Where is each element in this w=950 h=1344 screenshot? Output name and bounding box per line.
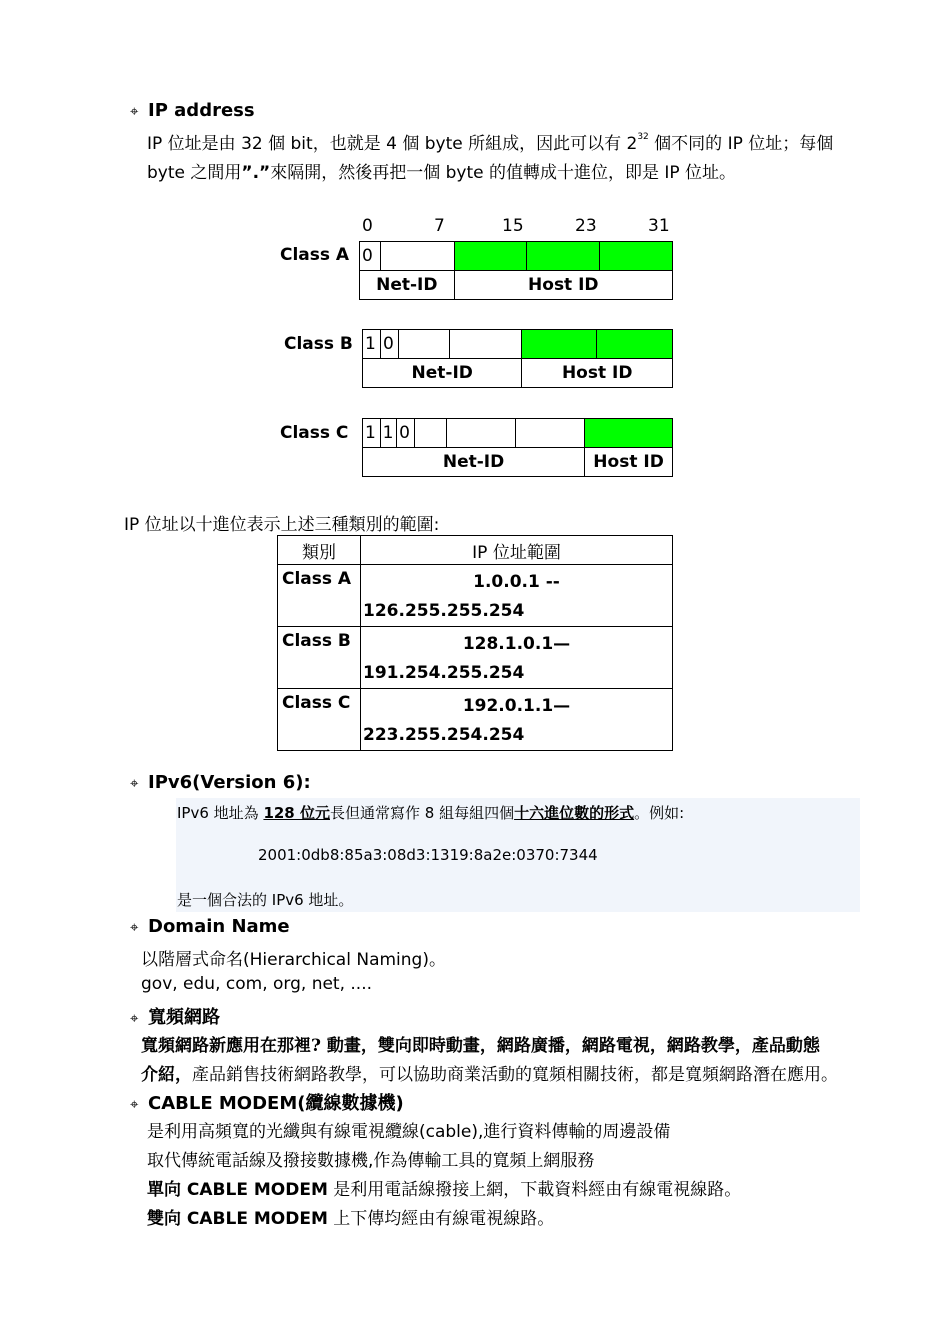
cable-line4 xyxy=(147,1204,554,1229)
range-end: 126.255.255.254 xyxy=(363,601,525,621)
bit-cell: 0 xyxy=(360,242,381,271)
bullet-icon: ⌖ xyxy=(130,918,139,936)
broadband-line1: 寬頻網路新應用在那裡? 動畫，雙向即時動畫，網路廣播，網路電視，網路教學，產品動態 xyxy=(141,1036,820,1056)
table-row xyxy=(278,565,673,627)
domain-line2: gov, edu, com, org, net, .... xyxy=(141,974,373,994)
domain-line1: 以階層式命名(Hierarchical Naming)。 xyxy=(141,950,446,970)
net-cell xyxy=(381,242,454,271)
bullet-icon: ⌖ xyxy=(130,1009,139,1027)
domain-heading: Domain Name xyxy=(148,916,290,937)
host-cell xyxy=(597,330,673,359)
bit-cell: 1 xyxy=(380,419,397,448)
bit-cell: 0 xyxy=(380,330,398,359)
ip-text: byte 之間用 xyxy=(147,163,242,183)
ipv6-legal: 是一個合法的 IPv6 地址。 xyxy=(177,891,354,909)
cable-section-heading xyxy=(130,1089,404,1115)
header-range: IP 位址範圍 xyxy=(361,536,673,565)
host-cell xyxy=(585,419,673,448)
bullet-icon: ⌖ xyxy=(130,102,139,120)
cable-twoway-label: 雙向 CABLE MODEM xyxy=(147,1209,328,1229)
host-cell xyxy=(454,242,526,271)
domain-section-heading xyxy=(130,916,290,937)
broadband-text-bold: 介紹， xyxy=(141,1065,192,1085)
host-id-label: Host ID xyxy=(585,448,673,477)
header-class: 類別 xyxy=(278,536,361,565)
ipv6-hex-link[interactable]: 十六進位數的形式 xyxy=(514,804,635,822)
ip-text: IP 位址是由 32 個 bit，也就是 4 個 byte 所組成，因此可以有 2 xyxy=(147,134,638,154)
class-c-label: Class C xyxy=(280,423,349,443)
net-cell xyxy=(398,330,449,359)
net-id-label: Net-ID xyxy=(363,359,522,388)
ipv6-text: IPv6 地址為 xyxy=(177,804,264,822)
host-cell xyxy=(599,242,673,271)
tick-label: 23 xyxy=(575,216,597,236)
class-b-diagram xyxy=(362,329,673,388)
net-cell xyxy=(449,330,522,359)
bit-cell: 0 xyxy=(397,419,415,448)
broadband-line2 xyxy=(141,1060,838,1085)
ipv6-description xyxy=(177,802,684,823)
host-cell xyxy=(527,242,599,271)
class-a-label: Class A xyxy=(280,245,350,265)
ip-paragraph-line1 xyxy=(147,129,833,154)
row-class: Class A xyxy=(278,565,361,627)
cable-line1: 是利用高頻寬的光纖與有線電視纜線(cable),進行資料傳輸的周邊設備 xyxy=(147,1122,671,1142)
net-cell xyxy=(515,419,584,448)
bit-cell: 1 xyxy=(363,330,381,359)
host-id-label: Host ID xyxy=(454,271,672,300)
ip-text: 個不同的 IP 位址；每個 xyxy=(648,134,834,154)
row-range xyxy=(361,689,673,751)
row-class: Class C xyxy=(278,689,361,751)
tick-label: 15 xyxy=(502,216,524,236)
ipv6-text: 長但通常寫作 8 組每組四個 xyxy=(329,804,515,822)
row-range xyxy=(361,627,673,689)
ip-quote: ”.” xyxy=(241,163,271,183)
range-intro: IP 位址以十進位表示上述三種類別的範圍: xyxy=(124,515,440,535)
broadband-text: 產品銷售技術網路教學，可以協助商業活動的寬頻相關技術，都是寬頻網路潛在應用。 xyxy=(192,1065,838,1085)
range-start: 128.1.0.1— xyxy=(462,634,571,654)
cable-line2: 取代傳統電話線及撥接數據機,作為傳輸工具的寬頻上網服務 xyxy=(147,1151,595,1171)
range-end: 191.254.255.254 xyxy=(363,663,525,683)
broadband-heading: 寬頻網路 xyxy=(148,1007,220,1028)
host-id-label: Host ID xyxy=(522,359,673,388)
ip-paragraph-line2 xyxy=(147,158,736,183)
class-c-diagram xyxy=(362,418,673,477)
ipv6-text: 。例如: xyxy=(634,804,685,822)
range-start: 192.0.1.1— xyxy=(462,696,571,716)
table-row xyxy=(278,689,673,751)
cable-heading: CABLE MODEM(纜線數據機) xyxy=(148,1093,404,1114)
ip-text: 來隔開，然後再把一個 byte 的值轉成十進位，即是 IP 位址。 xyxy=(270,163,737,183)
ipv6-heading: IPv6(Version 6): xyxy=(148,772,311,793)
table-row xyxy=(278,627,673,689)
bit-cell: 1 xyxy=(363,419,381,448)
net-cell xyxy=(446,419,515,448)
range-end: 223.255.254.254 xyxy=(363,725,525,745)
ipv6-section-heading xyxy=(130,772,311,793)
cable-line3 xyxy=(147,1175,741,1200)
ip-range-table xyxy=(277,535,673,751)
class-b-label: Class B xyxy=(284,334,353,354)
tick-label: 7 xyxy=(434,216,445,236)
broadband-section-heading xyxy=(130,1003,220,1029)
tick-label: 31 xyxy=(648,216,670,236)
class-a-diagram xyxy=(359,241,673,300)
tick-label: 0 xyxy=(362,216,373,236)
bullet-icon: ⌖ xyxy=(130,1095,139,1113)
ip-sup: 32 xyxy=(637,132,649,143)
cable-text: 上下傳均經由有線電視線路。 xyxy=(327,1209,555,1229)
ip-section-heading xyxy=(130,100,255,121)
host-cell xyxy=(522,330,597,359)
net-id-label: Net-ID xyxy=(363,448,585,477)
cable-oneway-label: 單向 CABLE MODEM xyxy=(147,1180,328,1200)
ipv6-example: 2001:0db8:85a3:08d3:1319:8a2e:0370:7344 xyxy=(258,846,598,864)
ipv6-bits-link[interactable]: 128 位元 xyxy=(263,804,330,822)
net-cell xyxy=(414,419,446,448)
row-class: Class B xyxy=(278,627,361,689)
cable-text: 是利用電話線撥接上網，下載資料經由有線電視線路。 xyxy=(327,1180,742,1200)
ip-heading: IP address xyxy=(148,100,255,121)
row-range xyxy=(361,565,673,627)
bullet-icon: ⌖ xyxy=(130,774,139,792)
net-id-label: Net-ID xyxy=(360,271,455,300)
range-start: 1.0.0.1 -- xyxy=(473,572,560,592)
